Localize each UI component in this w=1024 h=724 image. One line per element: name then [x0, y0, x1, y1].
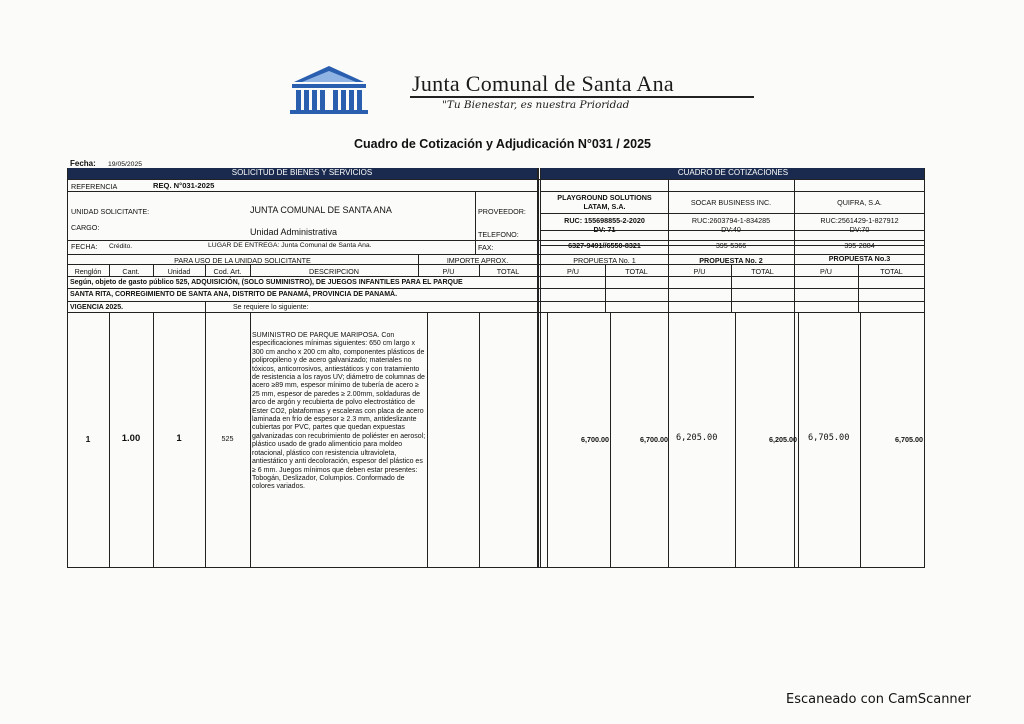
col-renglon: Renglón	[74, 267, 102, 276]
col-p2-pu: P/U	[693, 267, 706, 276]
provider3-tel: 395-2884	[844, 241, 875, 250]
lugar-entrega: LUGAR DE ENTREGA: Junta Comunal de Santa Ana.	[208, 242, 372, 249]
item-p1-total: 6,700.00	[640, 435, 668, 444]
unidad-label: UNIDAD SOLICITANTE:	[71, 207, 150, 216]
propuesta-1-label: PROPUESTA No. 1	[573, 256, 636, 265]
col-p1-pu: P/U	[567, 267, 579, 276]
provider3-name: QUIFRA, S.A.	[837, 198, 882, 207]
fecha-label: Fecha:	[70, 159, 96, 168]
item-description: SUMINISTRO DE PARQUE MARIPOSA. Con especificaciones mínimas siguientes: 650 cm largo x 300 cm ancho x 200 cm alto, componentes plásticos de polipropileno y de acero galvanizado; materiales no tóxicos, anticorrosivos, antiestáticos y con tratamiento de resistencia a los rayos UV; diámetro de columnas de acero ≥89 mm, espesor mínimo de tubería de acero ≥ 25 mm, espesor de paredes ≥ 2.00mm, soldaduras de arco de argón y recubierta de polvo electrostático de Ester CO2, plataformas y escaleras con placa de acero laminada en frío de espesor ≥ 2.3 mm, antideslizante cubiertas por PVC, partes que quedan expuestas galvanizadas con recubrimiento de poliéster en aerosol; plástico usado de grado alimenticio para moldeo rotacional, plástico con resistencia ultravioleta, antiestático y anti decoloración, espesor del plástico es ≥ 6 mm. Juegos mínimos que deben estar presentes: Tobogán, Deslizador, Columpios. Conformado de colores variados.	[252, 332, 426, 491]
item-cod-art: 525	[221, 434, 234, 443]
item-p3-total: 6,705.00	[895, 435, 923, 444]
requiere-label: Se requiere lo siguiente:	[233, 304, 309, 311]
provider1-dv: DV: 71	[593, 225, 616, 234]
cargo-value: Unidad Administrativa	[250, 227, 338, 237]
importe-label: IMPORTE APROX.	[446, 256, 509, 265]
fecha-row-label: FECHA:	[71, 242, 98, 251]
logo-underline	[410, 96, 754, 98]
provider2-ruc: RUC:2603794-1-834285	[691, 216, 771, 225]
col-p1-total: TOTAL	[625, 267, 648, 276]
provider1-ruc: RUC: 155698855-2-2020	[564, 216, 645, 225]
referencia-label: REFERENCIA	[71, 182, 118, 191]
propuesta-3-label: PROPUESTA No.3	[828, 254, 891, 263]
referencia-value: REQ. N°031-2025	[153, 181, 215, 190]
item-unidad: 1	[176, 433, 182, 444]
left-header-bar: SOLICITUD DE BIENES Y SERVICIOS	[67, 168, 537, 179]
right-header-bar: CUADRO DE COTIZACIONES	[541, 168, 925, 179]
logo-building-icon	[288, 64, 370, 114]
item-p2-total: 6,205.00	[769, 435, 797, 444]
org-name: Junta Comunal de Santa Ana	[412, 71, 674, 96]
col-descripcion: DESCRIPCION	[309, 267, 359, 276]
camscanner-watermark: Escaneado con CamScanner	[786, 692, 972, 707]
col-total: TOTAL	[496, 267, 520, 276]
provider3-ruc: RUC:2561429-1-827912	[820, 216, 899, 225]
telefono-label: TELEFONO:	[478, 230, 519, 239]
item-p1-pu: 6,700.00	[581, 435, 609, 444]
provider1-name-2: LATAM, S.A.	[583, 202, 626, 211]
col-cod-art: Cod. Art.	[213, 267, 242, 276]
quotation-table	[67, 168, 925, 568]
item-renglon: 1	[85, 434, 91, 444]
propuesta-2-label: PROPUESTA No. 2	[699, 256, 763, 265]
proveedor-label: PROVEEDOR:	[478, 207, 526, 216]
col-p3-total: TOTAL	[880, 267, 903, 276]
provider2-dv: DV:40	[721, 225, 741, 234]
col-pu: P/U	[442, 267, 455, 276]
para-uso-label: PARA USO DE LA UNIDAD SOLICITANTE	[174, 256, 311, 265]
provider2-name: SOCAR BUSINESS INC.	[690, 198, 772, 207]
document-title: Cuadro de Cotización y Adjudicación N°031 / 2025	[354, 137, 651, 151]
org-slogan: "Tu Bienestar, es nuestra Prioridad	[442, 99, 630, 111]
col-cant: Cant.	[122, 267, 140, 276]
provider3-dv: DV:70	[849, 225, 870, 234]
col-p2-total: TOTAL	[751, 267, 774, 276]
unidad-value: JUNTA COMUNAL DE SANTA ANA	[250, 205, 392, 215]
cargo-label: CARGO:	[71, 223, 100, 232]
item-cant: 1.00	[121, 433, 141, 444]
objeto-line-1: Según, objeto de gasto público 525, ADQUISICIÓN, (SOLO SUMINISTRO), DE JUEGOS INFANTILES PARA EL PARQUE	[70, 279, 463, 286]
vigencia: VIGENCIA 2025.	[70, 304, 124, 311]
objeto-line-2: SANTA RITA, CORREGIMIENTO DE SANTA ANA, DISTRITO DE PANAMÁ, PROVINCIA DE PANAMÁ.	[70, 291, 398, 298]
item-p2-pu: 6,205.00	[676, 433, 718, 443]
col-unidad: Unidad	[167, 267, 191, 276]
provider2-tel: 395-5366	[715, 241, 747, 250]
item-p3-pu: 6,705.00	[808, 433, 850, 443]
col-p3-pu: P/U	[820, 267, 832, 276]
provider1-name-1: PLAYGROUND SOLUTIONS	[557, 193, 652, 202]
credito-value: Crédito.	[109, 243, 133, 250]
fecha-value: 19/05/2025	[108, 161, 143, 168]
provider1-tel: 6327-9491//6550-8321	[568, 241, 641, 250]
fax-label: FAX:	[478, 243, 494, 252]
